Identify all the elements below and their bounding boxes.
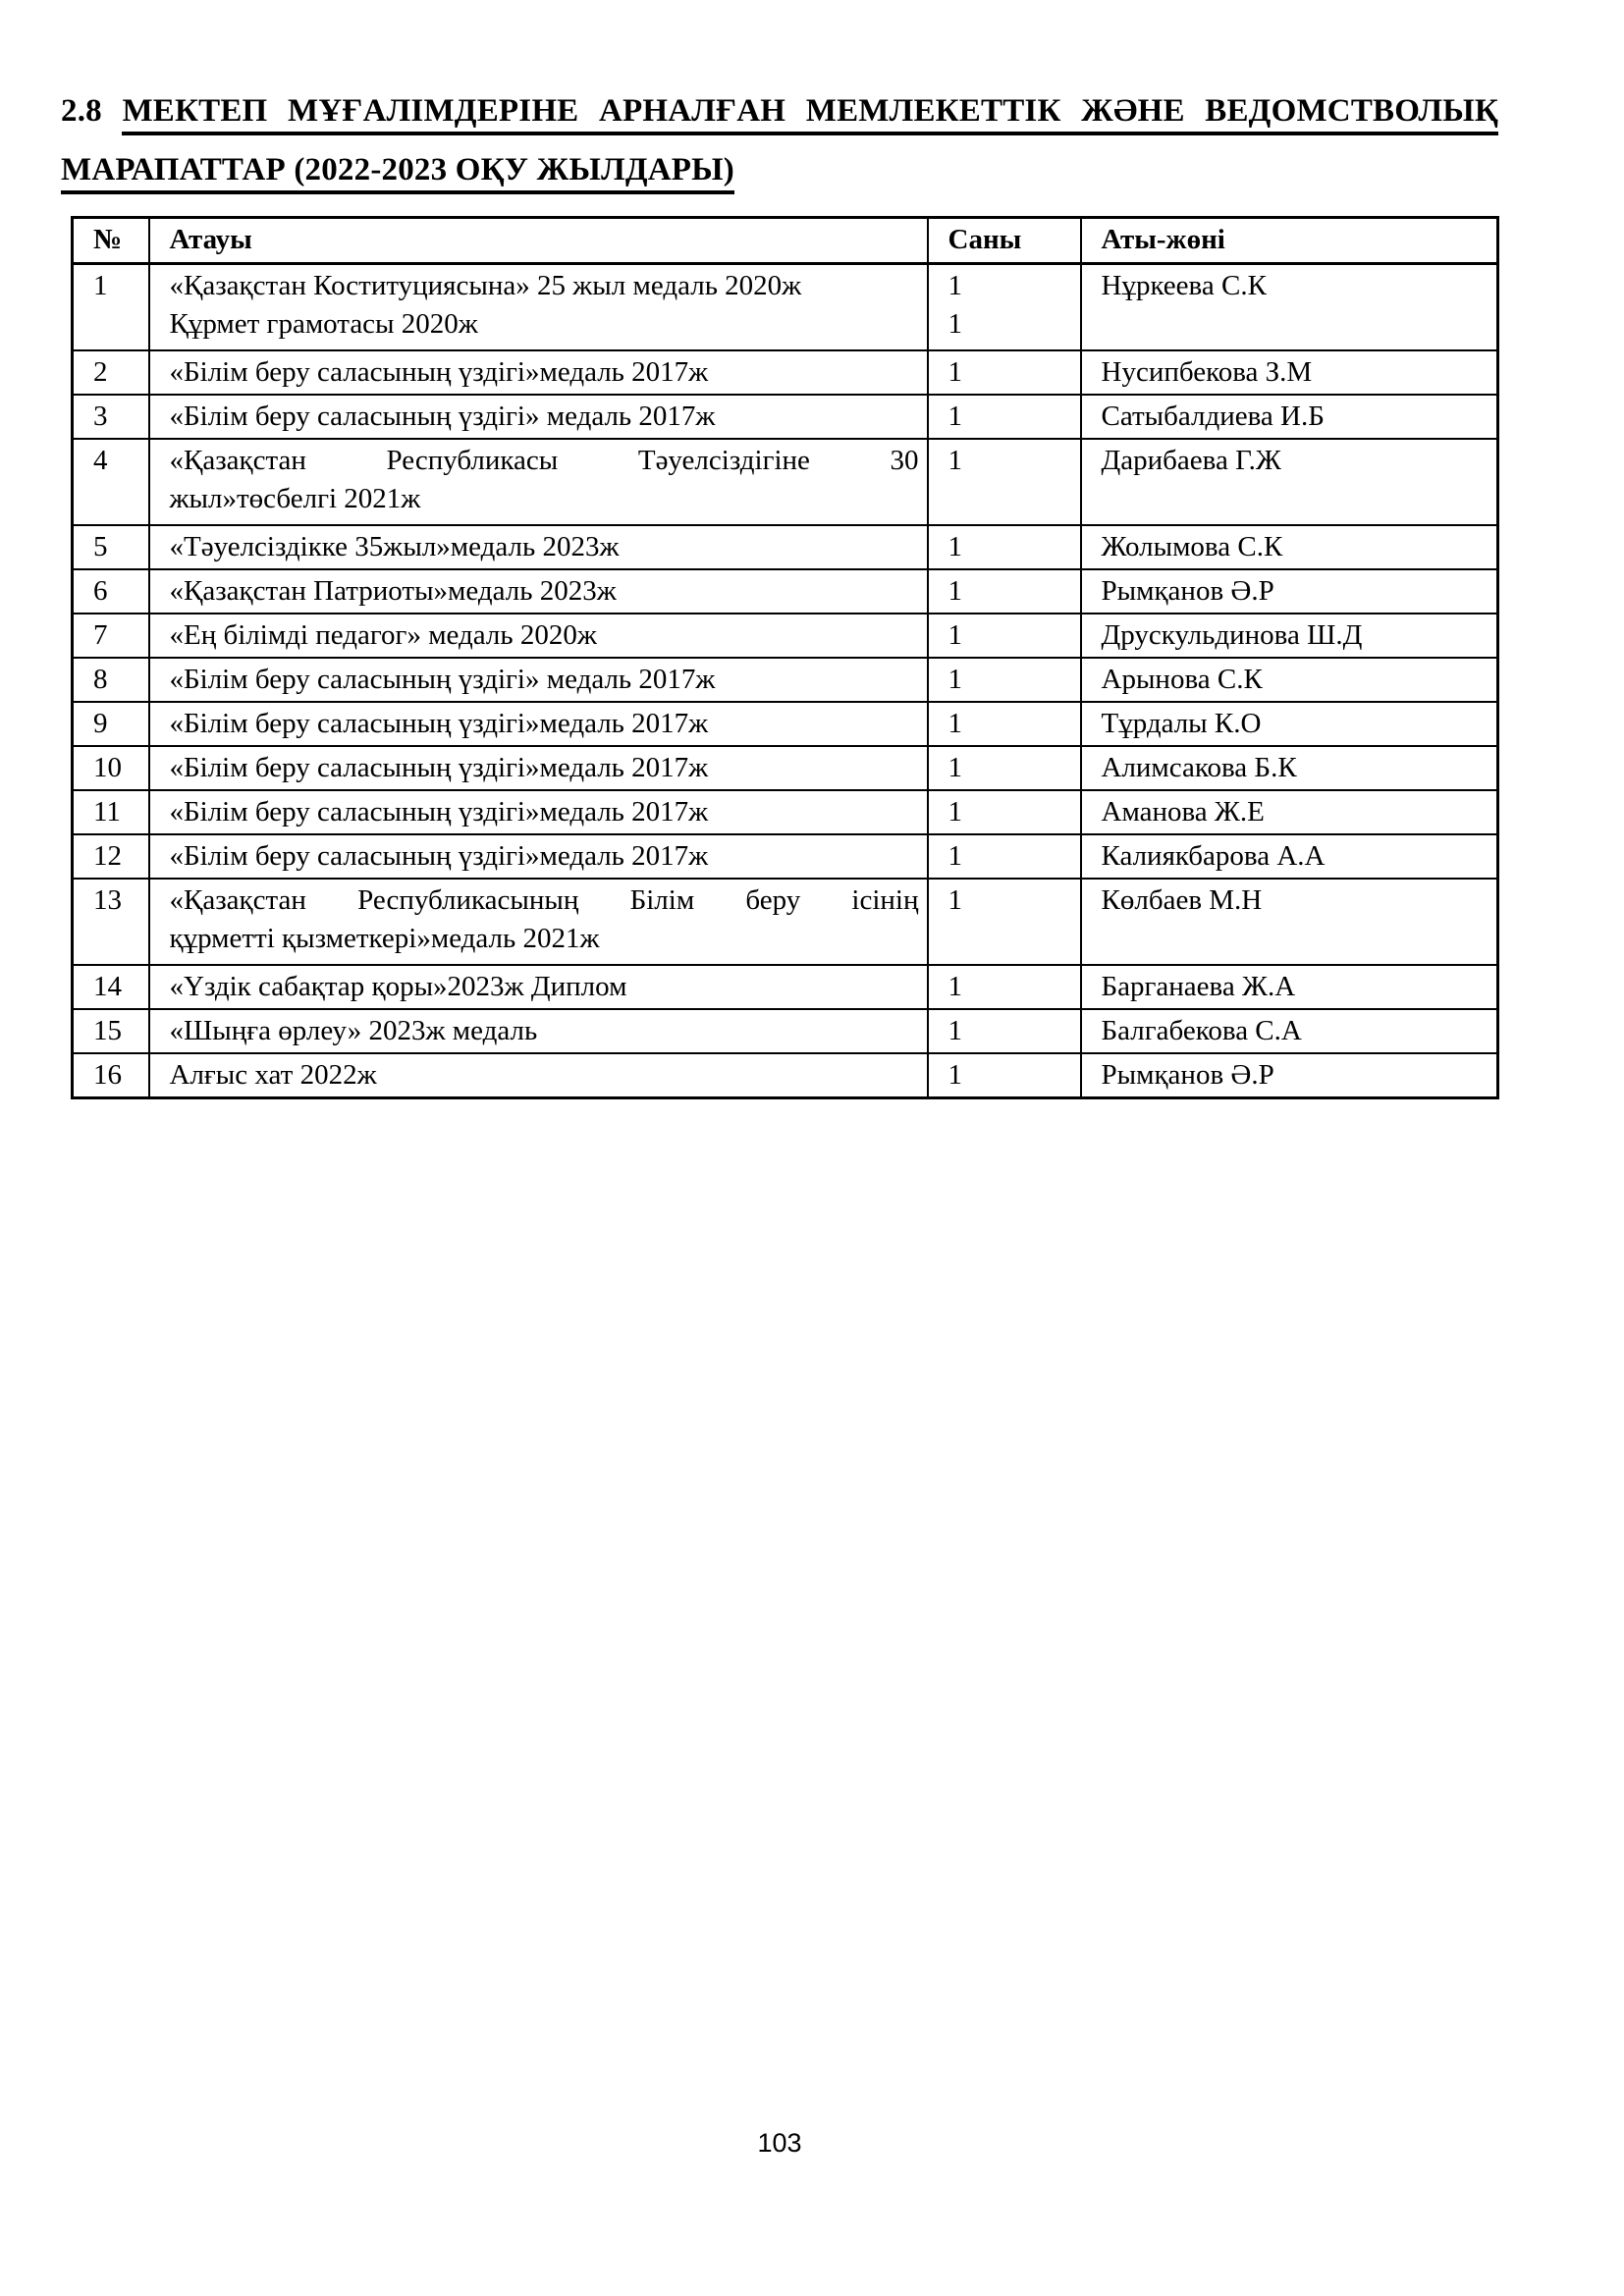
person-name-cell: Аманова Ж.Е (1081, 790, 1498, 834)
person-name-cell: Рымқанов Ә.Р (1081, 569, 1498, 614)
award-count-line: 1 (947, 884, 962, 916)
table-row (73, 879, 1498, 965)
award-count-line: 1 (947, 308, 962, 340)
award-name-cell (149, 439, 928, 525)
person-name-cell: Балгабекова С.А (1081, 1009, 1498, 1053)
award-name-line: «Білім беру саласының үздігі» медаль 2017ж (169, 400, 716, 432)
table-row (73, 439, 1498, 525)
award-name-cell (149, 350, 928, 395)
award-name-line: құрметті қызметкері»медаль 2021ж (169, 923, 600, 954)
award-name-cell (149, 1053, 928, 1098)
table-row (73, 569, 1498, 614)
page-number: 103 (757, 2128, 802, 2158)
award-count-cell (928, 1053, 1081, 1098)
person-name-cell: Тұрдалы К.О (1081, 702, 1498, 746)
award-name-line: Алғыс хат 2022ж (169, 1059, 377, 1091)
award-count-cell (928, 746, 1081, 790)
section-heading-line2 (61, 147, 1498, 192)
award-name-cell (149, 658, 928, 702)
person-name-cell: Рымқанов Ә.Р (1081, 1053, 1498, 1098)
award-name-cell (149, 790, 928, 834)
award-name-line: «Білім беру саласының үздігі»медаль 2017ж (169, 796, 709, 828)
award-count-line: 1 (947, 708, 962, 739)
award-count-cell (928, 879, 1081, 965)
row-number-cell: 6 (73, 569, 149, 614)
person-name-cell: Алимсакова Б.К (1081, 746, 1498, 790)
table-row (73, 746, 1498, 790)
person-name-cell: Барганаева Ж.А (1081, 965, 1498, 1009)
award-name-cell (149, 614, 928, 658)
table-row (73, 1009, 1498, 1053)
row-number-cell: 1 (73, 264, 149, 351)
award-count-cell (928, 658, 1081, 702)
row-number-cell: 2 (73, 350, 149, 395)
table-row (73, 395, 1498, 439)
person-name-cell: Дарибаева Г.Ж (1081, 439, 1498, 525)
person-name-cell: Көлбаев М.Н (1081, 879, 1498, 965)
award-count-line: 1 (947, 1015, 962, 1046)
award-name-cell (149, 879, 928, 965)
person-name-cell: Сатыбалдиева И.Б (1081, 395, 1498, 439)
awards-table-body (73, 264, 1498, 1098)
table-row (73, 965, 1498, 1009)
row-number-cell: 8 (73, 658, 149, 702)
award-count-cell (928, 834, 1081, 879)
award-count-cell (928, 790, 1081, 834)
row-number-cell: 5 (73, 525, 149, 569)
award-name-cell (149, 965, 928, 1009)
row-number-cell: 11 (73, 790, 149, 834)
award-count-line: 1 (947, 270, 962, 301)
award-name-cell (149, 1009, 928, 1053)
award-name-cell (149, 525, 928, 569)
person-name-cell: Калиякбарова А.А (1081, 834, 1498, 879)
award-count-cell (928, 569, 1081, 614)
award-name-line: «Қазақстан Патриоты»медаль 2023ж (169, 575, 617, 607)
award-name-line: «Білім беру саласының үздігі»медаль 2017ж (169, 840, 709, 872)
section-heading (61, 88, 1498, 192)
award-count-line: 1 (947, 971, 962, 1002)
column-header: Саны (928, 218, 1081, 264)
awards-table-head (73, 218, 1498, 264)
person-name-cell: Друскульдинова Ш.Д (1081, 614, 1498, 658)
award-count-cell (928, 264, 1081, 351)
award-name-line: «Шыңға өрлеу» 2023ж медаль (169, 1015, 538, 1046)
column-header: Аты-жөні (1081, 218, 1498, 264)
column-header: Атауы (149, 218, 928, 264)
award-name-line: Құрмет грамотасы 2020ж (169, 308, 478, 340)
award-name-cell (149, 834, 928, 879)
award-count-line: 1 (947, 575, 962, 607)
award-count-line: 1 (947, 840, 962, 872)
award-count-cell (928, 1009, 1081, 1053)
awards-table (71, 216, 1499, 1099)
award-name-cell (149, 264, 928, 351)
person-name-cell: Нұркеева С.К (1081, 264, 1498, 351)
award-name-line: «Білім беру саласының үздігі»медаль 2017ж (169, 708, 709, 739)
section-heading-line1 (61, 88, 1498, 133)
award-count-cell (928, 614, 1081, 658)
award-name-line: «Тәуелсіздікке 35жыл»медаль 2023ж (169, 531, 620, 562)
award-name-line: «Қазақстан Республикасының Білім беру ісінің (169, 884, 919, 916)
award-count-line: 1 (947, 400, 962, 432)
award-count-line: 1 (947, 796, 962, 828)
row-number-cell: 14 (73, 965, 149, 1009)
award-count-line: 1 (947, 356, 962, 388)
row-number-cell: 4 (73, 439, 149, 525)
award-name-cell (149, 702, 928, 746)
award-name-line: «Үздік сабақтар қоры»2023ж Диплом (169, 971, 627, 1002)
column-header: № (73, 218, 149, 264)
table-row (73, 790, 1498, 834)
award-count-line: 1 (947, 752, 962, 783)
award-count-cell (928, 439, 1081, 525)
table-row (73, 525, 1498, 569)
table-row (73, 834, 1498, 879)
award-count-line: 1 (947, 445, 962, 476)
section-title-line1: МЕКТЕП МҰҒАЛІМДЕРІНЕ АРНАЛҒАН МЕМЛЕКЕТТІК ЖӘНЕ ВЕДОМСТВОЛЫҚ (122, 93, 1498, 135)
person-name-cell: Арынова С.К (1081, 658, 1498, 702)
award-count-cell (928, 525, 1081, 569)
section-title-line2: МАРАПАТТАР (2022-2023 ОҚУ ЖЫЛДАРЫ) (61, 152, 734, 194)
award-name-line: «Қазақстан Республикасы Тәуелсіздігіне 30 (169, 445, 919, 476)
award-name-line: «Қазақстан Коституциясына» 25 жыл медаль 2020ж (169, 270, 802, 301)
person-name-cell: Жолымова С.К (1081, 525, 1498, 569)
table-row (73, 702, 1498, 746)
award-count-cell (928, 350, 1081, 395)
award-name-cell (149, 395, 928, 439)
award-count-line: 1 (947, 1059, 962, 1091)
table-row (73, 1053, 1498, 1098)
row-number-cell: 16 (73, 1053, 149, 1098)
table-row (73, 614, 1498, 658)
row-number-cell: 13 (73, 879, 149, 965)
award-name-line: «Білім беру саласының үздігі»медаль 2017ж (169, 752, 709, 783)
award-name-line: «Білім беру саласының үздігі» медаль 2017ж (169, 664, 716, 695)
header-row (73, 218, 1498, 264)
award-count-cell (928, 965, 1081, 1009)
award-count-cell (928, 395, 1081, 439)
award-count-line: 1 (947, 664, 962, 695)
section-number: 2.8 (61, 93, 102, 129)
row-number-cell: 15 (73, 1009, 149, 1053)
person-name-cell: Нусипбекова З.М (1081, 350, 1498, 395)
award-name-cell (149, 746, 928, 790)
document-content (61, 88, 1498, 1099)
table-row (73, 264, 1498, 351)
award-name-line: жыл»төсбелгі 2021ж (169, 483, 421, 514)
row-number-cell: 7 (73, 614, 149, 658)
award-count-line: 1 (947, 531, 962, 562)
award-name-line: «Білім беру саласының үздігі»медаль 2017ж (169, 356, 709, 388)
table-row (73, 350, 1498, 395)
award-name-line: «Ең білімді педагог» медаль 2020ж (169, 619, 597, 651)
row-number-cell: 10 (73, 746, 149, 790)
row-number-cell: 12 (73, 834, 149, 879)
table-row (73, 658, 1498, 702)
award-count-line: 1 (947, 619, 962, 651)
award-count-cell (928, 702, 1081, 746)
award-name-cell (149, 569, 928, 614)
row-number-cell: 3 (73, 395, 149, 439)
row-number-cell: 9 (73, 702, 149, 746)
